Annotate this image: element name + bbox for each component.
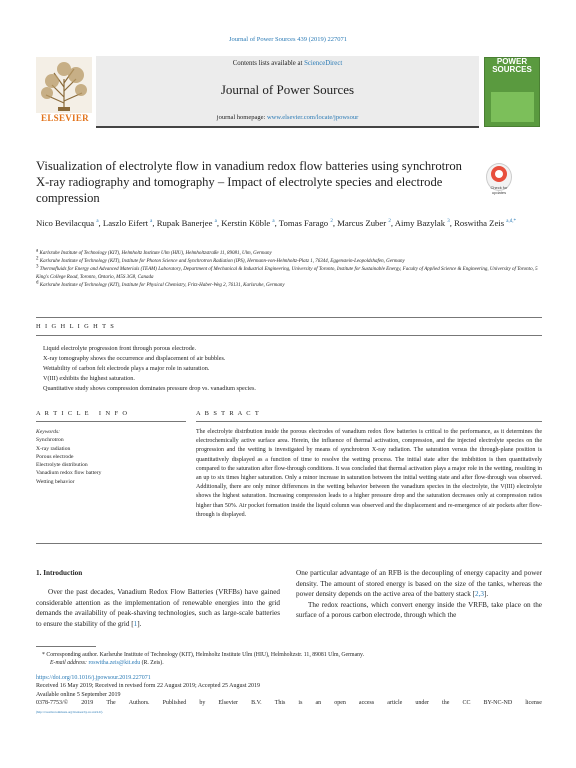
footnote (36, 651, 542, 667)
introduction-heading: 1. Introduction (36, 569, 83, 577)
doi-link[interactable]: https://doi.org/10.1016/j.jpowsour.2019.227071 (36, 675, 151, 681)
list-item: Quantitative study shows compression dominates pressure drop vs. vanadium species. (43, 385, 256, 392)
paragraph: The redox reactions, which convert energy inside the VRFB, take place on the surface of a porous carbon electrode, through which the (296, 600, 542, 619)
license-word: Elsevier (218, 700, 239, 707)
license-word: is (298, 700, 303, 707)
email-label: E-mail address: (50, 660, 89, 667)
license-word: access (358, 700, 375, 707)
divider (36, 335, 542, 336)
homepage-prefix: journal homepage: (216, 114, 267, 121)
publication-info (36, 674, 542, 716)
license-link[interactable]: (http://creativecommons.org/licenses/by-nc-nd/4.0/). (36, 709, 104, 714)
check-updates-line1: Check for (490, 185, 508, 190)
license-word: 2019 (81, 700, 94, 707)
affiliation: $^2$ Karlsruhe Institute of Technology (KIT), Institute for Photon Science and Synchrotron Radiation (IPS), Hermann-von-Helmholtz-Platz 1, 76344, Eggenstein-Leopoldshafen, Germany (36, 256, 405, 264)
keyword: Electrolyte distribution (36, 462, 88, 469)
elsevier-wordmark: ELSEVIER (41, 113, 89, 123)
keywords-label: Keywords: (36, 429, 61, 435)
license-statement (36, 699, 542, 707)
journal-homepage (96, 114, 479, 121)
sciencedirect-link[interactable]: ScienceDirect (304, 60, 343, 67)
affiliation: $^a$ Karlsruhe Institute of Technology (KIT), Helmholtz Institute Ulm (HIU), Helmholtzstraße 11, 89081, Ulm, Germany (36, 248, 272, 256)
license-word: by (199, 700, 206, 707)
affiliation: $^d$ Karlsruhe Institute of Technology (KIT), Institute for Physical Chemistry, Fritz-Haber-Weg 2, 76131, Karlsruhe, Germany (36, 280, 285, 288)
journal-cover-image (484, 57, 540, 127)
list-item: V(III) exhibits the highest saturation. (43, 375, 135, 382)
check-updates-line2: updates (491, 190, 507, 195)
affiliation: $^3$ Thermofluids for Energy and Advanced Materials (TEAM) Laboratory, Department of Mechanical & Industrial Engineering, University of Toronto, Institute for Sustainable Energy, Faculty of Applied Science & Engineering, University of Toronto, 5 King's College Road, Toronto, Ontario, M5S 3G8, Canada (36, 264, 538, 280)
divider (36, 317, 542, 318)
author-list[interactable]: Nico Bevilacqua $^a$, Laszlo Eifert $^a$, Rupak Banerjee $^a$, Kerstin Köble $^a$, Tomas Farago $^2$, Marcus Zuber $^2$, Aimy Bazylak $^3$, Roswitha Zeis $^{a,d,*}$ (36, 218, 516, 228)
email-suffix: (R. Zeis). (140, 660, 164, 667)
keyword: X-ray radiation (36, 445, 71, 452)
license-word: BY-NC-ND (483, 700, 513, 707)
cover-title-line2: SOURCES (492, 65, 532, 74)
divider (36, 543, 542, 544)
license-word: This (274, 700, 286, 707)
paragraph: One particular advantage of an RFB is the decoupling of energy capacity and power density. The amount of stored energy is based on the size of the tanks, whereas the power density depends on the active area of the battery stack [2,3]. (296, 569, 542, 598)
affiliations (36, 250, 542, 290)
list-item: X-ray tomography shows the occurrence and displacement of air bubbles. (43, 355, 226, 362)
keywords (36, 428, 186, 486)
check-updates-icon-center (495, 170, 503, 178)
abstract-heading: A B S T R A C T (196, 410, 261, 417)
footnote-divider (36, 646, 96, 647)
journal-reference[interactable]: Journal of Power Sources 439 (2019) 227071 (228, 36, 348, 43)
license-word: B.V. (251, 700, 262, 707)
introduction-left-column: Over the past decades, Vanadium Redox Flow Batteries (VRFBs) have gained considerable attention as the implementation of renewable energies into the grid demands the availability of peak-shaving technologies, such as large-scale batteries to ensure the stability of the grid [1]. (36, 588, 280, 628)
keyword: Synchrotron (36, 437, 64, 444)
article-title: Visualization of electrolyte flow in vanadium redox flow batteries using synchrotron X-ray radiography and tomography – Impact of electrolyte species and electrode compression (36, 159, 462, 205)
received-dates: Received 16 May 2019; Received in revised form 22 August 2019; Accepted 25 August 2019 (36, 683, 260, 690)
license-word: open (334, 700, 346, 707)
list-item: Liquid electrolyte progression front through porous electrode. (43, 345, 197, 352)
divider (196, 421, 542, 422)
introduction-right-column (296, 568, 542, 621)
highlights-heading: H I G H L I G H T S (36, 323, 116, 330)
check-updates-label (484, 185, 514, 195)
email-link[interactable]: roswitha.zeis@kit.edu (88, 660, 141, 667)
email-line (36, 659, 542, 667)
available-online: Available online 5 September 2019 (36, 691, 121, 698)
corresponding-author-note: * Corresponding author. Karlsruhe Institute of Technology (KIT), Helmholtz Institute Ulm (HIU), Helmholtzstr. 11, 89081 Ulm, Germany. (42, 652, 365, 658)
abstract-text: The electrolyte distribution inside the porous electrodes of vanadium redox flow batteries is critical to the performance, as it determines the electrochemically active surface area. Herein, the influence of thermal activation, compression, and the injected electrolyte species on the progression and the wetting is investigated by means of synchrotron X-ray radiation. The saturation versus the through-plane position is quantitatively displayed as a function of time to resolve the wetting process. The initial state after the imbibition is then quantitatively compared to the saturation after flow-through conditions. It was concluded that thermal activation plays a major role in the wetting, resulting in an up to six times higher saturation. Only a minor increase in saturation between the initial wetting state and after flow-through was observed. Additionally, there are only minor differences in the wetting behavior between the vanadium species in the electrolyte, the V(III) electrolyte shows the highest saturation. Increasing compression leads to a higher pressure drop and the saturation decreases only at compression ratios higher than 50%. Air pocket formation inside the liquid column was observed and the displacement and re-emergence of air pockets after flow-through is displayed. (196, 429, 542, 518)
license-word: an (315, 700, 322, 707)
license-word: 0378-7753/© (36, 700, 69, 707)
cover-artwork (491, 92, 534, 122)
contents-available (96, 60, 479, 67)
cover-title (485, 58, 539, 74)
journal-title: Journal of Power Sources (220, 82, 355, 97)
license-word: under (415, 700, 429, 707)
keyword: Porous electrode (36, 453, 74, 460)
article-info-heading: A R T I C L E I N F O (36, 410, 129, 417)
highlights-list (43, 344, 543, 394)
license-word: CC (462, 700, 471, 707)
license-word: The (106, 700, 116, 707)
license-word: license (525, 700, 542, 707)
license-word: Published (162, 700, 187, 707)
license-word: Authors. (128, 700, 150, 707)
license-word: the (442, 700, 450, 707)
license-word: article (387, 700, 403, 707)
keyword: Vanadium redox flow battery (36, 470, 102, 477)
contents-prefix: Contents lists available at (232, 60, 305, 67)
cover-title-line1: POWER (496, 57, 528, 66)
keyword: Wetting behavior (36, 478, 75, 485)
divider (36, 421, 186, 422)
list-item: Wettability of carbon felt electrode plays a major role in saturation. (43, 365, 210, 372)
homepage-link[interactable]: www.elsevier.com/locate/jpowsour (266, 114, 359, 121)
